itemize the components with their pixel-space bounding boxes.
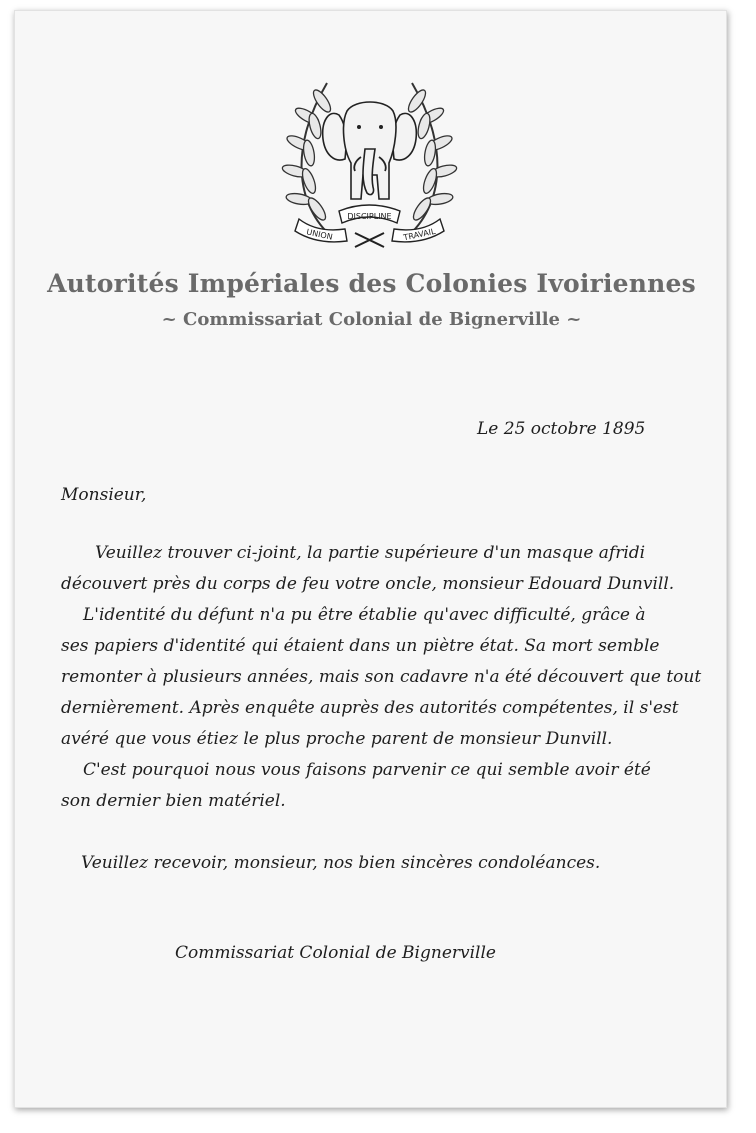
body-line: découvert près du corps de feu votre oncle, monsieur Edouard Dunvill. (61, 574, 675, 594)
body-line: L'identité du défunt n'a pu être établie qu'avec difficulté, grâce à (83, 605, 646, 625)
elephant-emblem-logo (277, 71, 462, 249)
letter-salutation: Monsieur, (61, 485, 147, 505)
letter-closing: Veuillez recevoir, monsieur, nos bien sincères condoléances. (81, 853, 601, 873)
emblem-motto-discipline: DISCIPLINE (347, 212, 392, 221)
letterhead-subtitle: ~ Commissariat Colonial de Bignerville ~ (161, 309, 582, 330)
letter-sheet (14, 10, 727, 1108)
body-line: avéré que vous étiez le plus proche parent de monsieur Dunvill. (61, 729, 613, 749)
body-line: C'est pourquoi nous vous faisons parvenir ce qui semble avoir été (83, 760, 651, 780)
body-line: Veuillez trouver ci-joint, la partie supérieure d'un masque afridi (95, 543, 646, 563)
body-line: son dernier bien matériel. (61, 791, 286, 811)
body-line: dernièrement. Après enquête auprès des autorités compétentes, il s'est (61, 698, 679, 718)
letter-signature: Commissariat Colonial de Bignerville (175, 943, 496, 963)
body-line: remonter à plusieurs années, mais son cadavre n'a été découvert que tout (61, 667, 702, 687)
emblem-motto-travail: TRAVAIL (402, 226, 437, 243)
body-line: ses papiers d'identité qui étaient dans un piètre état. Sa mort semble (61, 636, 660, 656)
emblem-motto-union: UNION (305, 227, 334, 242)
letter-date: Le 25 octobre 1895 (477, 419, 646, 439)
letterhead-title: Autorités Impériales des Colonies Ivoiriennes (47, 269, 696, 298)
